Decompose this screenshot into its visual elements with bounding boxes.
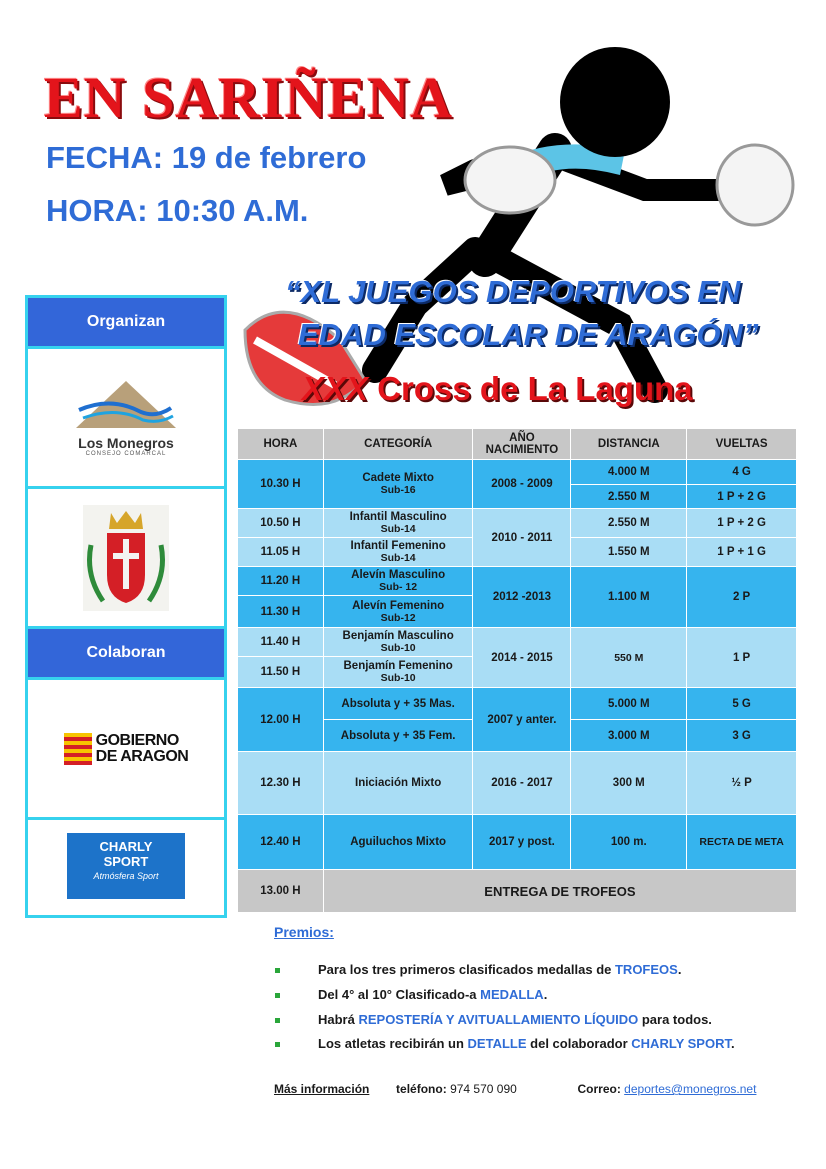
prize-text: Habrá <box>318 1012 359 1027</box>
prize-text: . <box>677 962 682 977</box>
prize-item <box>275 962 681 977</box>
aragon-flag-icon <box>64 733 92 765</box>
bullet-icon <box>275 1018 280 1023</box>
cell-vueltas: RECTA DE META <box>687 815 797 870</box>
prize-text: Del 4° al 10° Clasificado-a <box>318 987 481 1002</box>
header-hora: HORA <box>238 429 324 460</box>
cat-name: Alevín Masculino <box>351 569 446 581</box>
time-line: HORA: 10:30 A.M. <box>46 193 309 228</box>
sarinena-coat-of-arms <box>28 489 224 629</box>
table-header-row <box>238 429 797 460</box>
header-vueltas: VUELTAS <box>687 429 797 460</box>
cell-distancia: 2.550 M <box>571 509 687 538</box>
cat-sub: Sub-10 <box>380 642 416 654</box>
event-title-line2: EDAD ESCOLAR DE ARAGÓN” <box>298 317 759 352</box>
charly-sport-logo <box>28 820 224 912</box>
email-label: Correo: <box>577 1082 621 1096</box>
prize-text: del colaborador <box>526 1036 632 1051</box>
cell-distancia: 300 M <box>571 752 687 815</box>
gobierno-line1: GOBIERNO <box>95 731 179 749</box>
cat-name: Benjamín Femenino <box>343 660 453 672</box>
cell-ano: 2007 y anter. <box>473 688 571 752</box>
cell-hora: 12.30 H <box>238 752 324 815</box>
cell-distancia: 3.000 M <box>571 720 687 752</box>
cat-sub: Sub-14 <box>380 552 416 564</box>
cell-ano: 2012 -2013 <box>473 567 571 628</box>
prize-highlight: DETALLE <box>467 1036 527 1051</box>
more-info-label: Más información <box>274 1082 370 1096</box>
gobierno-line2: DE ARAGON <box>95 747 189 765</box>
cell-vueltas: 4 G <box>687 460 797 485</box>
cell-vueltas: 5 G <box>687 688 797 720</box>
cell-ano: 2014 - 2015 <box>473 628 571 688</box>
coat-of-arms-icon <box>83 505 169 611</box>
schedule-table <box>237 428 797 913</box>
prize-item <box>275 987 547 1002</box>
cell-hora: 13.00 H <box>238 870 324 913</box>
premios-title: Premios: <box>274 924 334 940</box>
cell-distancia: 4.000 M <box>571 460 687 485</box>
cat-name: Alevín Femenino <box>352 599 445 612</box>
table-row <box>238 870 797 913</box>
cross-title-name: Cross de La Laguna <box>368 370 693 407</box>
cell-hora: 11.40 H <box>238 628 324 657</box>
cell-ano: 2017 y post. <box>473 815 571 870</box>
prize-text: . <box>730 1036 735 1051</box>
table-row <box>238 509 797 538</box>
cell-distancia: 1.550 M <box>571 538 687 567</box>
cell-hora: 12.40 H <box>238 815 324 870</box>
cell-hora: 11.20 H <box>238 567 324 596</box>
prize-item <box>275 1012 712 1027</box>
cell-distancia: 2.550 M <box>571 485 687 509</box>
cat-sub: Sub-14 <box>380 523 416 535</box>
cell-distancia: 100 m. <box>571 815 687 870</box>
prize-text: . <box>543 987 548 1002</box>
cell-categoria <box>323 509 473 538</box>
bullet-icon <box>275 993 280 998</box>
cell-trophies: ENTREGA DE TROFEOS <box>323 870 796 913</box>
bullet-icon <box>275 1042 280 1047</box>
cross-title-number: XXX <box>302 370 369 407</box>
header-distancia: DISTANCIA <box>571 429 687 460</box>
table-row <box>238 688 797 720</box>
prize-text: para todos. <box>638 1012 712 1027</box>
cell-distancia: 550 M <box>571 628 687 688</box>
cell-vueltas: 3 G <box>687 720 797 752</box>
cell-categoria <box>323 657 473 688</box>
cell-vueltas: 1 P + 1 G <box>687 538 797 567</box>
cell-vueltas: 2 P <box>687 567 797 628</box>
cell-categoria <box>323 538 473 567</box>
monegros-logo <box>28 349 224 489</box>
header-ano: AÑO NACIMIENTO <box>473 429 571 460</box>
cell-categoria <box>323 596 473 628</box>
cat-sub: Sub-16 <box>380 484 416 496</box>
email-link[interactable]: deportes@monegros.net <box>624 1082 757 1096</box>
cross-title <box>302 370 693 408</box>
cell-categoria: Aguiluchos Mixto <box>323 815 473 870</box>
cell-categoria: Iniciación Mixto <box>323 752 473 815</box>
colaboran-header: Colaboran <box>28 629 224 680</box>
header-categoria: CATEGORÍA <box>323 429 473 460</box>
main-title: EN SARIÑENA <box>44 65 454 130</box>
sponsor-sidebar <box>25 295 227 918</box>
event-title-line1: “XL JUEGOS DEPORTIVOS EN <box>285 274 741 309</box>
cat-name: Infantil Masculino <box>349 511 447 523</box>
cell-vueltas: 1 P + 2 G <box>687 509 797 538</box>
phone-label: teléfono: <box>396 1082 447 1096</box>
charly-line3: Atmósfera Sport <box>93 871 159 881</box>
gobierno-aragon-logo <box>28 680 224 820</box>
table-row <box>238 815 797 870</box>
prize-highlight: CHARLY SPORT <box>631 1036 731 1051</box>
cell-hora: 11.30 H <box>238 596 324 628</box>
organizan-header: Organizan <box>28 298 224 349</box>
cell-ano: 2016 - 2017 <box>473 752 571 815</box>
table-row <box>238 460 797 485</box>
cell-vueltas: 1 P + 2 G <box>687 485 797 509</box>
prize-highlight: REPOSTERÍA Y AVITUALLAMIENTO LÍQUIDO <box>358 1012 639 1027</box>
cell-vueltas: ½ P <box>687 752 797 815</box>
cat-name: Infantil Femenino <box>350 540 446 552</box>
cell-hora: 11.50 H <box>238 657 324 688</box>
cat-sub: Sub-12 <box>380 611 416 624</box>
date-line: FECHA: 19 de febrero <box>46 140 367 175</box>
bullet-icon <box>275 968 280 973</box>
cell-vueltas: 1 P <box>687 628 797 688</box>
cat-name: Cadete Mixto <box>362 472 434 484</box>
cat-sub: Sub- 12 <box>379 581 418 593</box>
phone-number: 974 570 090 <box>450 1082 517 1096</box>
cell-categoria <box>323 628 473 657</box>
contact-footer <box>274 1082 756 1096</box>
cell-distancia: 1.100 M <box>571 567 687 628</box>
cat-name: Benjamín Masculino <box>342 630 454 642</box>
cell-hora: 10.30 H <box>238 460 324 509</box>
table-row <box>238 752 797 815</box>
cell-categoria: Absoluta y + 35 Fem. <box>323 720 473 752</box>
table-row <box>238 567 797 596</box>
cell-hora: 10.50 H <box>238 509 324 538</box>
prize-highlight: TROFEOS <box>614 962 678 977</box>
cat-sub: Sub-10 <box>380 672 416 684</box>
monegros-name: Los Monegros <box>78 435 174 451</box>
charly-line1: CHARLY <box>99 839 153 854</box>
prize-text: Para los tres primeros clasificados medallas de <box>318 962 615 977</box>
cell-categoria <box>323 567 473 596</box>
prize-item <box>275 1036 735 1051</box>
cell-distancia: 5.000 M <box>571 688 687 720</box>
prize-text: Los atletas recibirán un <box>318 1036 468 1051</box>
table-row <box>238 628 797 657</box>
prize-highlight: MEDALLA <box>480 987 544 1002</box>
cell-hora: 12.00 H <box>238 688 324 752</box>
cell-ano: 2008 - 2009 <box>473 460 571 509</box>
charly-line2: SPORT <box>103 854 149 869</box>
cell-categoria <box>323 460 473 509</box>
cell-ano: 2010 - 2011 <box>473 509 571 567</box>
monegros-sub: CONSEJO COMARCAL <box>85 451 167 457</box>
cell-hora: 11.05 H <box>238 538 324 567</box>
cell-categoria: Absoluta y + 35 Mas. <box>323 688 473 720</box>
mountain-icon <box>71 378 181 430</box>
